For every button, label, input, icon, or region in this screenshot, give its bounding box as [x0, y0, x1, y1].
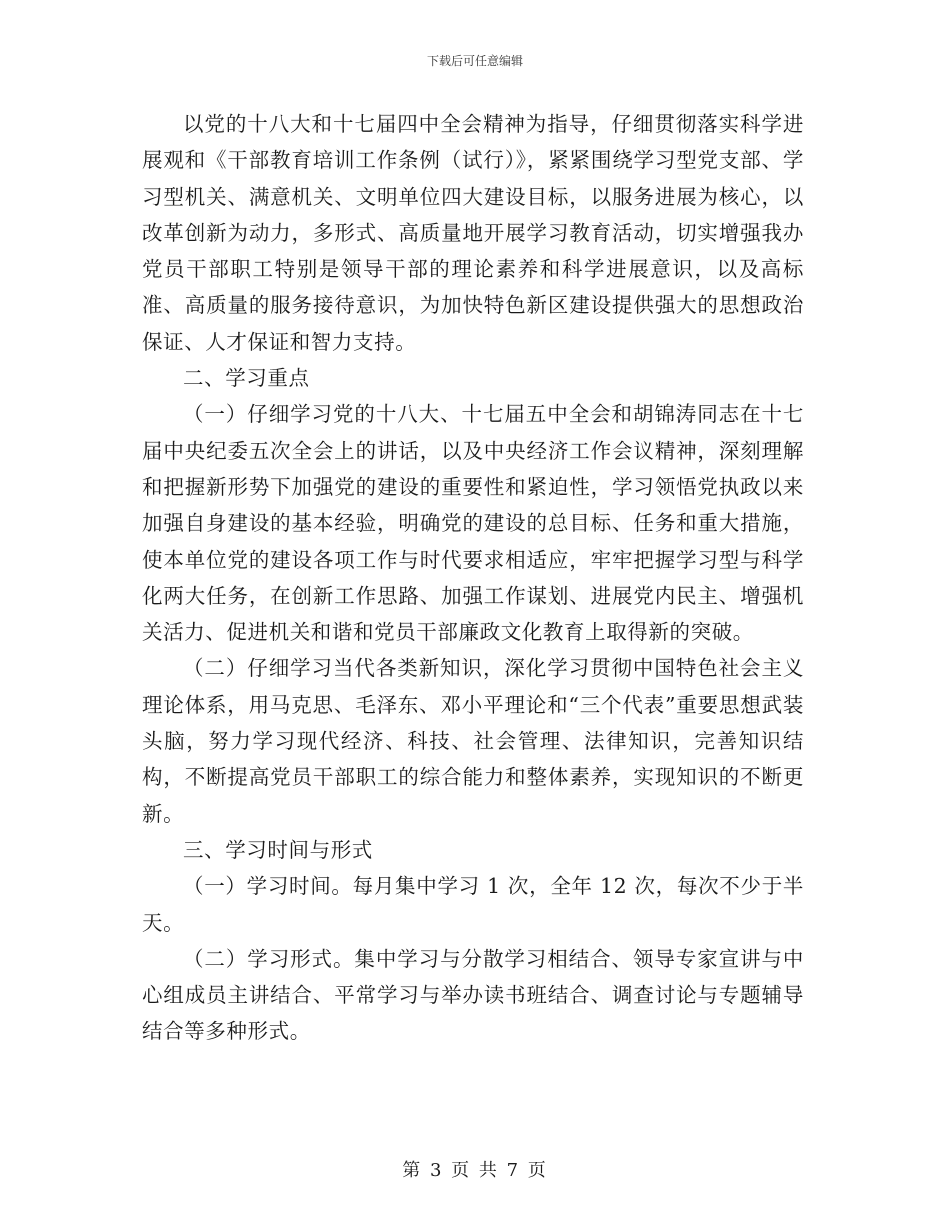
paragraph-focus-one: （一）仔细学习党的十八大、十七届五中全会和胡锦涛同志在十七届中央纪委五次全会上的讲话，以及中央经济工作会议精神，深刻理解和把握新形势下加强党的建设的重要性和紧迫性，学习领悟党执政以来加强自身建设的基本经验，明确党的建设的总目标、任务和重大措施，使本单位党的建设各项工作与时代要求相适应，牢牢把握学习型与科学化两大任务，在创新工作思路、加强工作谋划、进展党内民主、增强机关活力、促进机关和谐和党员干部廉政文化教育上取得新的突破。 [142, 402, 804, 645]
section-heading-study-focus: 二、学习重点 [183, 366, 310, 391]
paragraph-guiding-principle: 以党的十八大和十七届四中全会精神为指导，仔细贯彻落实科学进展观和《干部教育培训工作条例（试行）》，紧紧围绕学习型党支部、学习型机关、满意机关、文明单位四大建设目标，以服务进展为核心，以改革创新为动力，多形式、高质量地开展学习教育活动，切实增强我办党员干部职工特别是领导干部的理论素养和科学进展意识，以及高标准、高质量的服务接待意识，为加快特色新区建设提供强大的思想政治保证、人才保证和智力支持。 [142, 112, 804, 354]
section-heading-time-and-form: 三、学习时间与形式 [183, 837, 373, 862]
paragraph-study-form: （二）学习形式。集中学习与分散学习相结合、领导专家宣讲与中心组成员主讲结合、平常学习与举办读书班结合、调查讨论与专题辅导结合等多种形式。 [142, 946, 804, 1044]
paragraph-focus-two: （二）仔细学习当代各类新知识，深化学习贯彻中国特色社会主义理论体系，用马克思、毛泽东、邓小平理论和“三个代表”重要思想武装头脑，努力学习现代经济、科技、社会管理、法律知识，完善知识结构，不断提高党员干部职工的综合能力和整体素养，实现知识的不断更新。 [142, 656, 804, 826]
paragraph-study-time: （一）学习时间。每月集中学习 1 次，全年 12 次，每次不少于半天。 [142, 874, 804, 935]
page-number: 第 3 页 共 7 页 [402, 1160, 548, 1181]
page-header-note: 下载后可任意编辑 [426, 54, 523, 68]
document-body [142, 106, 804, 1050]
